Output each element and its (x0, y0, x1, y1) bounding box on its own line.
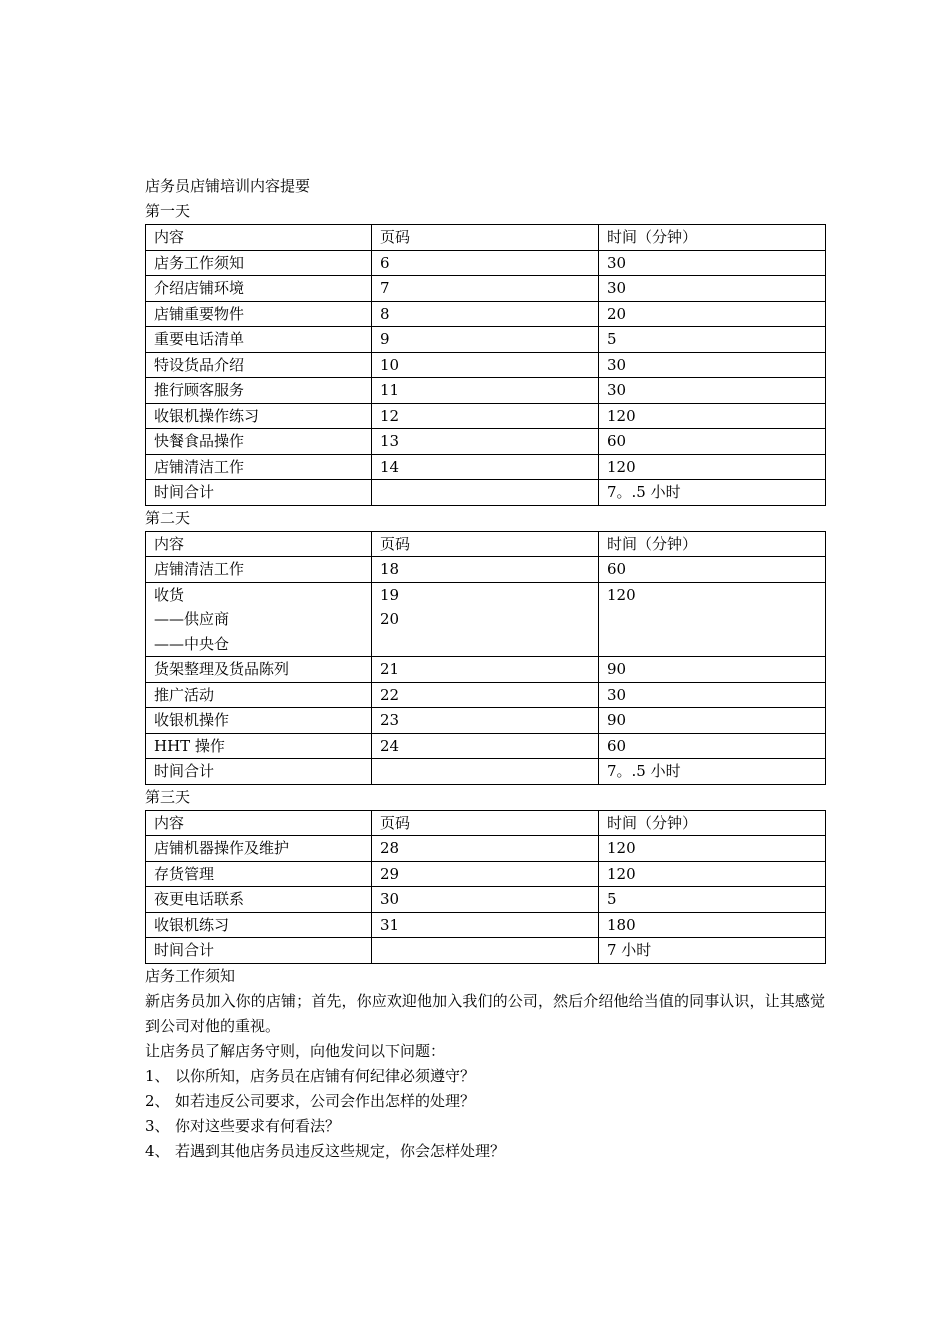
time-cell (599, 276, 826, 302)
content-cell (146, 582, 372, 657)
table-header-cell: 时间（分钟） (599, 531, 826, 557)
cell-text: 推行顾客服务 (154, 381, 245, 399)
cell-text: 5 (607, 890, 617, 908)
cell-text: 60 (607, 560, 627, 578)
content-cell (146, 682, 372, 708)
cell-text (607, 632, 825, 657)
page-cell (372, 352, 599, 378)
content-cell (146, 759, 372, 785)
cell-text: 特设货品介绍 (154, 355, 245, 374)
question-item (145, 1064, 825, 1089)
table-row (146, 657, 826, 683)
cell-text: 时间合计 (154, 483, 215, 501)
question-text: 如若违反公司要求，公司会作出怎样的处理？ (175, 1091, 476, 1110)
day-heading: 第一天 (145, 202, 191, 220)
time-cell (599, 938, 826, 964)
table-header-cell: 页码 (372, 531, 599, 557)
cell-text: 推广活动 (154, 685, 215, 704)
content-cell (146, 276, 372, 302)
cell-text: 12 (380, 406, 400, 425)
time-cell (599, 759, 826, 785)
content-cell (146, 250, 372, 276)
time-cell (599, 657, 826, 683)
table-header-row (146, 225, 826, 251)
questions-intro: 让店务员了解店务守则，向他发问以下问题： (145, 1041, 446, 1060)
time-cell (599, 403, 826, 429)
intro-paragraph: 新店务员加入你的店铺；首先，你应欢迎他加入我们的公司，然后介绍他给当值的同事认识，让其感觉到公司对他的重视。 (145, 991, 825, 1035)
table-row (146, 327, 826, 353)
page-cell (372, 682, 599, 708)
store-rules-section (145, 964, 825, 1164)
time-cell (599, 861, 826, 887)
schedule-table (145, 810, 826, 964)
cell-text (380, 632, 598, 657)
content-cell (146, 912, 372, 938)
time-cell (599, 912, 826, 938)
cell-text: 30 (607, 279, 627, 297)
cell-text: 7 (380, 279, 390, 297)
cell-text: 23 (380, 711, 400, 729)
content-cell (146, 429, 372, 455)
cell-text: 夜更电话联系 (154, 890, 245, 908)
cell-text: 收银机练习 (154, 915, 230, 934)
cell-text: 11 (380, 381, 400, 399)
table-row (146, 403, 826, 429)
question-text: 若遇到其他店务员违反这些规定，你会怎样处理？ (175, 1141, 506, 1160)
table-row (146, 733, 826, 759)
document-page (145, 174, 825, 1164)
cell-text: 20 (607, 304, 627, 323)
page-cell (372, 454, 599, 480)
page-cell (372, 836, 599, 862)
table-row (146, 250, 826, 276)
table-row (146, 557, 826, 583)
time-cell (599, 887, 826, 913)
day-heading: 第二天 (145, 508, 191, 527)
table-header-row (146, 810, 826, 836)
cell-text: 29 (380, 864, 400, 883)
cell-text: 24 (380, 736, 400, 755)
page-cell (372, 557, 599, 583)
question-text: 你对这些要求有何看法？ (175, 1116, 341, 1135)
cell-text: 30 (380, 890, 400, 908)
cell-text: 6 (380, 253, 390, 272)
cell-text: 8 (380, 304, 390, 323)
question-number: 2、 (145, 1091, 170, 1110)
question-item (145, 1139, 825, 1164)
cell-text: 7。.5 小时 (607, 483, 681, 501)
cell-text: 介绍店铺环境 (154, 279, 245, 297)
content-cell (146, 454, 372, 480)
cell-text: 22 (380, 685, 400, 704)
cell-text: 18 (380, 560, 400, 578)
question-number: 4、 (145, 1141, 170, 1160)
cell-text: 13 (380, 432, 400, 450)
question-list (145, 1064, 825, 1164)
table-row (146, 836, 826, 862)
page-cell (372, 887, 599, 913)
cell-text: 180 (607, 915, 636, 934)
table-row (146, 682, 826, 708)
cell-text: 30 (607, 355, 627, 374)
cell-text: 重要电话清单 (154, 330, 245, 348)
content-cell (146, 378, 372, 404)
page-cell (372, 733, 599, 759)
cell-text: 60 (607, 736, 627, 755)
table-row (146, 352, 826, 378)
page-cell (372, 708, 599, 734)
schedule-table (145, 224, 826, 506)
cell-text (380, 480, 598, 505)
page-cell (372, 301, 599, 327)
cell-text: 30 (607, 685, 627, 704)
training-schedule (145, 199, 825, 964)
cell-text (380, 938, 598, 963)
time-cell (599, 836, 826, 862)
cell-text: 店务工作须知 (154, 253, 245, 272)
content-cell (146, 836, 372, 862)
cell-text: 28 (380, 839, 400, 857)
table-row (146, 480, 826, 506)
time-cell (599, 378, 826, 404)
table-header-cell: 页码 (372, 810, 599, 836)
cell-text: 10 (380, 355, 400, 374)
cell-text: 5 (607, 330, 617, 348)
page-cell (372, 759, 599, 785)
cell-text: 快餐食品操作 (154, 432, 245, 450)
content-cell (146, 887, 372, 913)
table-header-cell: 时间（分钟） (599, 225, 826, 251)
cell-text: 60 (607, 432, 627, 450)
cell-text: ——供应商 (154, 610, 230, 628)
table-header-cell: 内容 (146, 810, 372, 836)
time-cell (599, 301, 826, 327)
schedule-table (145, 531, 826, 785)
table-row (146, 938, 826, 964)
cell-text: 货架整理及货品陈列 (154, 660, 290, 678)
cell-text: HHT 操作 (154, 736, 225, 755)
content-cell (146, 861, 372, 887)
page-cell (372, 327, 599, 353)
cell-text: 120 (607, 406, 636, 425)
section-heading: 店务工作须知 (145, 966, 236, 985)
cell-text: 时间合计 (154, 941, 215, 959)
question-number: 1、 (145, 1066, 170, 1085)
time-cell (599, 352, 826, 378)
content-cell (146, 708, 372, 734)
page-cell (372, 403, 599, 429)
content-cell (146, 480, 372, 506)
content-cell (146, 403, 372, 429)
table-row (146, 708, 826, 734)
time-cell (599, 708, 826, 734)
cell-text: ——中央仓 (154, 634, 230, 653)
page-cell (372, 276, 599, 302)
table-row (146, 301, 826, 327)
time-cell (599, 557, 826, 583)
cell-text: 存货管理 (154, 864, 215, 883)
time-cell (599, 582, 826, 657)
cell-text: 19 (380, 585, 400, 604)
page-cell (372, 912, 599, 938)
cell-text: 90 (607, 660, 627, 678)
cell-text: 21 (380, 660, 400, 678)
page-cell (372, 250, 599, 276)
time-cell (599, 429, 826, 455)
cell-text: 20 (380, 610, 400, 628)
table-row (146, 378, 826, 404)
cell-text: 7 小时 (607, 941, 652, 959)
content-cell (146, 938, 372, 964)
table-row (146, 429, 826, 455)
page-cell (372, 938, 599, 964)
page-cell (372, 480, 599, 506)
time-cell (599, 454, 826, 480)
cell-text: 120 (607, 864, 636, 883)
time-cell (599, 327, 826, 353)
table-row (146, 861, 826, 887)
cell-text: 9 (380, 330, 390, 348)
cell-text (607, 607, 825, 632)
cell-text: 7。.5 小时 (607, 762, 681, 780)
content-cell (146, 657, 372, 683)
cell-text: 收银机操作 (154, 711, 230, 729)
table-row (146, 454, 826, 480)
table-row (146, 759, 826, 785)
day-heading: 第三天 (145, 787, 191, 806)
cell-text: 120 (607, 839, 636, 857)
time-cell (599, 480, 826, 506)
cell-text: 收银机操作练习 (154, 406, 260, 425)
question-number: 3、 (145, 1116, 170, 1135)
cell-text: 31 (380, 915, 400, 934)
cell-text: 14 (380, 457, 400, 476)
page-cell (372, 582, 599, 657)
cell-text: 收货 (154, 585, 185, 604)
question-item (145, 1114, 825, 1139)
cell-text: 30 (607, 253, 627, 272)
cell-text: 时间合计 (154, 762, 215, 780)
page-cell (372, 861, 599, 887)
document-title: 店务员店铺培训内容提要 (145, 177, 311, 195)
page-cell (372, 378, 599, 404)
page-cell (372, 657, 599, 683)
table-header-cell: 时间（分钟） (599, 810, 826, 836)
table-header-cell: 页码 (372, 225, 599, 251)
cell-text: 店铺机器操作及维护 (154, 839, 290, 857)
content-cell (146, 733, 372, 759)
question-text: 以你所知，店务员在店铺有何纪律必须遵守？ (175, 1066, 476, 1085)
table-row (146, 582, 826, 657)
cell-text: 30 (607, 381, 627, 399)
content-cell (146, 301, 372, 327)
time-cell (599, 682, 826, 708)
cell-text: 店铺清洁工作 (154, 560, 245, 578)
content-cell (146, 557, 372, 583)
page-cell (372, 429, 599, 455)
cell-text: 90 (607, 711, 627, 729)
content-cell (146, 327, 372, 353)
cell-text: 店铺重要物件 (154, 304, 245, 323)
table-header-row (146, 531, 826, 557)
time-cell (599, 733, 826, 759)
content-cell (146, 352, 372, 378)
cell-text (380, 759, 598, 784)
question-item (145, 1089, 825, 1114)
time-cell (599, 250, 826, 276)
table-header-cell: 内容 (146, 225, 372, 251)
cell-text: 120 (607, 585, 636, 604)
table-row (146, 887, 826, 913)
table-header-cell: 内容 (146, 531, 372, 557)
cell-text: 120 (607, 457, 636, 476)
table-row (146, 912, 826, 938)
cell-text: 店铺清洁工作 (154, 457, 245, 476)
table-row (146, 276, 826, 302)
